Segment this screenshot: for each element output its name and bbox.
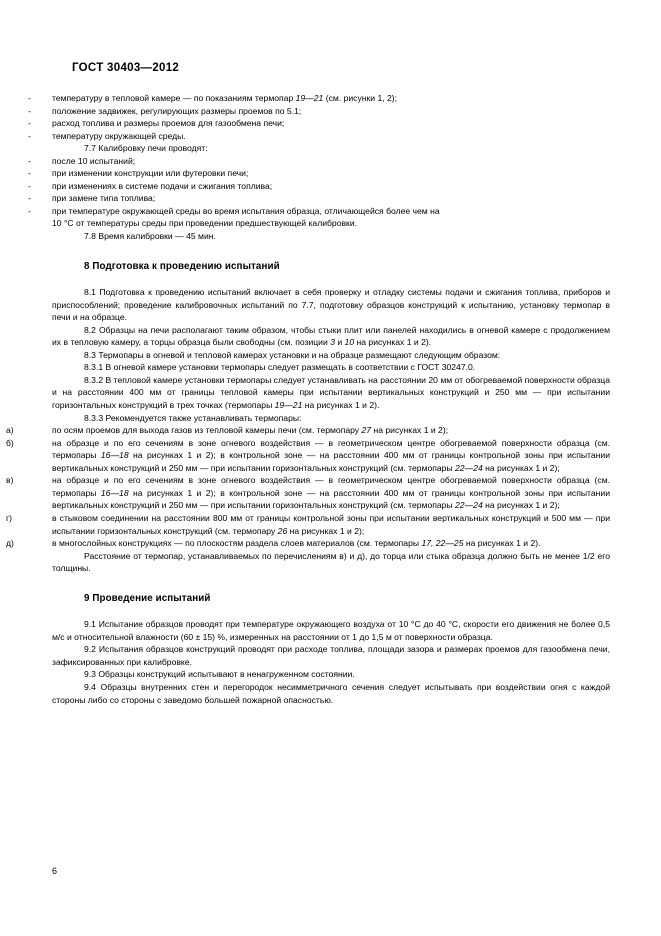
bullet-item xyxy=(28,167,610,180)
clause-9-2: 9.2 Испытания образцов конструкций проводят при расходе топлива, площади зазора и размерах проемов для газообмена печи, зафиксированных при калибровке. xyxy=(52,644,610,667)
clause-8-1: 8.1 Подготовка к проведению испытаний включает в себя проверку и отладку системы подачи и сжигания топлива, приборов и приспособлений; проведение калибровочных испытаний по 7.7, подготовку образцов конструкций к испытанию, установку термопар в печи и на образце. xyxy=(52,287,610,323)
enum-text-a: в стыковом соединении на расстоянии 800 мм от границы контрольной зоны при испытании вертикальных конструкций и 500 мм — при испытании горизонтальных конструкций (см. термопару xyxy=(52,512,610,536)
bullet-item xyxy=(28,205,610,218)
enum-text-b: на рисунках 1 и 2); xyxy=(371,425,449,436)
bullet-item xyxy=(28,130,610,143)
bullet-dash: - xyxy=(28,168,31,179)
bullet-dash: - xyxy=(28,93,31,103)
enum-marker: в) xyxy=(6,475,14,486)
enum-text-a: в многослойных конструкциях — по плоскостям раздела слоев материалов (см. термопары xyxy=(52,538,422,549)
thermocouple-ref: 22—24 xyxy=(455,500,483,511)
enum-text-a: по осям проемов для выхода газов из тепловой камеры печи (см. термопару xyxy=(52,425,362,436)
clause-8-3-2-text-a: 8.3.2 В тепловой камере установки термопары следует устанавливать на расстоянии 20 мм от обогреваемой поверхности образца и на расстоянии 400 мм от границы тепловой камеры при испытании вертикальных конструкций и 250 мм — при испытании горизонтальных конструкций в трех точках (термопары xyxy=(52,374,610,411)
bullet-text: положение задвижек, регулирующих размеры проемов по 5.1; xyxy=(52,105,302,116)
position-ref-1: 3 xyxy=(330,337,335,348)
thermocouple-ref: 16—18 xyxy=(100,487,129,498)
enum-item-v xyxy=(6,474,610,512)
enum-item-d xyxy=(6,537,610,550)
thermocouple-ref: 22—24 xyxy=(455,462,483,473)
clause-7-8: 7.8 Время калибровки — 45 мин. xyxy=(84,231,216,242)
clause-9-3: 9.3 Образцы конструкций испытывают в ненагруженном состоянии. xyxy=(84,669,355,680)
bullet-dash: - xyxy=(28,105,31,116)
section-heading-9: 9 Проведение испытаний xyxy=(84,592,211,604)
enum-text-b: на рисунках 1 и 2). xyxy=(463,538,541,549)
bullet-item: - температуру в тепловой камере — по показаниям термопар 19—21 (см. рисунки 1, 2); xyxy=(28,93,398,103)
bullet-item xyxy=(28,155,610,168)
enum-text-a: на образце и по его сечениям в зоне огневого воздействия — в геометрическом центре обогреваемой поверхности образца (см. термопары xyxy=(52,437,610,461)
clause-8-3: 8.3 Термопары в огневой и тепловой камерах установки и на образце размещают следующим образом: xyxy=(84,349,501,360)
clause-distance: Расстояние от термопар, устанавливаемых по перечислениям в) и д), до торца или стыка образца должно быть не менее 1/2 его толщины. xyxy=(52,550,610,574)
bullet-text: при температуре окружающей среды во время испытания образца, отличающейся более чем на xyxy=(52,205,440,216)
thermocouple-ref: 16—18 xyxy=(100,450,129,461)
bullet-dash: - xyxy=(28,193,31,204)
clause-8-3-2 xyxy=(52,374,610,412)
bullet-text: после 10 испытаний; xyxy=(52,155,136,166)
bullet-item xyxy=(28,117,610,130)
bullet-dash: - xyxy=(28,205,31,216)
thermocouple-ref: 26 xyxy=(277,525,288,536)
page-number: 6 xyxy=(52,866,58,876)
enum-marker: а) xyxy=(6,425,14,436)
thermocouple-ref: 27 xyxy=(361,425,372,436)
bullet-text: при изменении конструкции или футеровки печи; xyxy=(52,168,249,179)
page-body xyxy=(6,92,610,706)
clause-8-3-1: 8.3.1 В огневой камере установки термопары следует размещать в соответствии с ГОСТ 30247.0. xyxy=(84,362,476,373)
section-heading-8: 8 Подготовка к проведению испытаний xyxy=(84,260,280,272)
clause-7-7: 7.7 Калибровку печи проводят: xyxy=(84,143,208,154)
bullet-item xyxy=(28,180,610,193)
clause-8-2 xyxy=(52,324,610,349)
bullet-text: при замене типа топлива; xyxy=(52,193,156,204)
enum-text-b: на рисунках 1 и 2); в контрольной зоне — на расстоянии 400 мм от границы контрольной зоны при испытании вертикальных конструкций и 250 мм — при испытании горизонтальных конструкций (см. термопары xyxy=(52,487,610,511)
clause-8-2-text-c: на рисунках 1 и 2). xyxy=(354,337,432,348)
thermocouple-ref: 17, 22—25 xyxy=(421,538,464,549)
enum-marker: б) xyxy=(6,437,14,448)
thermocouple-ref: 19—21 xyxy=(274,400,303,411)
enum-text-a: на образце и по его сечениям в зоне огневого воздействия — в геометрическом центре обогреваемой поверхности образца (см. термопары xyxy=(52,475,610,498)
bullet-text: при изменениях в системе подачи и сжигания топлива; xyxy=(52,180,273,191)
enum-text-b: на рисунках 1 и 2); xyxy=(287,525,365,536)
bullet-text: температуру окружающей среды. xyxy=(52,130,186,141)
bullet-dash: - xyxy=(28,118,31,129)
enum-marker: г) xyxy=(6,512,12,523)
clause-8-2-text-b: и xyxy=(334,337,345,348)
enum-item-a xyxy=(6,424,610,437)
enum-item-b xyxy=(6,437,610,475)
clause-8-2-text-a: 8.2 Образцы на печи располагают таким образом, чтобы стыки плит или панелей находились в огневой камере с продолжением их в тепловую камеру, а торцы образца были свободны (см. позиции xyxy=(52,324,610,348)
bullet-item xyxy=(28,192,610,205)
position-ref-2: 10 xyxy=(344,337,355,348)
clause-8-3-2-text-b: на рисунках 1 и 2). xyxy=(302,400,380,411)
enum-text-c: на рисунках 1 и 2); xyxy=(482,500,560,511)
enum-text-c: на рисунках 1 и 2); xyxy=(482,462,560,473)
enum-text-b: на рисунках 1 и 2); в контрольной зоне — на расстоянии 400 мм от границы контрольной зоны при испытании вертикальных конструкций и 250 мм — при испытании горизонтальных конструкций (см. термопары xyxy=(52,450,610,473)
enum-item-g xyxy=(6,512,610,537)
bullet-dash: - xyxy=(28,130,31,141)
clause-9-4: 9.4 Образцы внутренних стен и перегородок несимметричного сечения следует испытывать при воздействии огня с каждой стороны либо со стороны с заведомо большей пожарной опасностью. xyxy=(52,681,610,705)
bullet-dash: - xyxy=(28,155,31,166)
bullet-dash: - xyxy=(28,180,31,191)
bullet-text: расход топлива и размеры проемов для газообмена печи; xyxy=(52,118,285,129)
clause-8-3-3: 8.3.3 Рекомендуется также устанавливать термопары: xyxy=(84,412,302,423)
standard-header: ГОСТ 30403—2012 xyxy=(72,62,180,74)
clause-9-1: 9.1 Испытание образцов проводят при температуре окружающего воздуха от 10 °C до 40 °C, скорости его движения не более 0,5 м/с и относительной влажности (60 ± 15) %, измеренных на расстоянии от 1 до 1,5 м от поверхности образца. xyxy=(52,619,610,642)
bullet-continuation: 10 °C от температуры среды при проведении предшествующей калибровки. xyxy=(52,218,358,229)
enum-marker: д) xyxy=(6,538,14,549)
bullet-item xyxy=(28,105,610,118)
thermocouple-ref: 19—21 xyxy=(295,93,324,103)
